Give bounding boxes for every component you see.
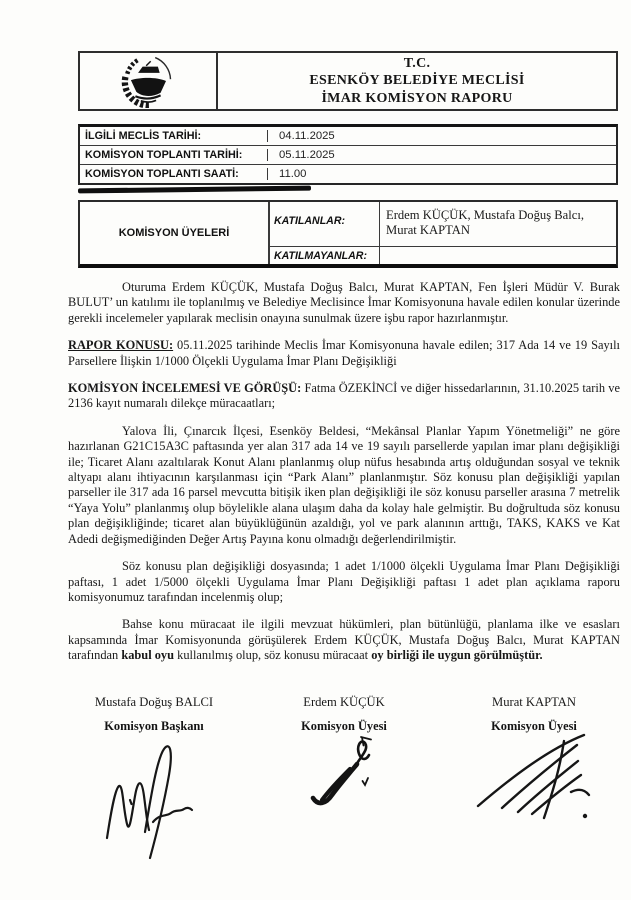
signature-names-row (68, 695, 620, 710)
meeting-info-table (78, 124, 618, 185)
table-row (80, 127, 616, 145)
signatory-role: Komisyon Başkanı (104, 718, 204, 733)
info-value: 11.00 (279, 168, 307, 180)
subject-label: RAPOR KONUSU: (68, 338, 174, 353)
subject-text: 05.11.2025 tarihinde Meclis İmar Komisyonuna havale edilen; 317 Ada 14 ve 19 Sayılı Parsellere İlişkin 1/1000 Ölçekli Uygulama İmar Planı Değişikliği (68, 338, 620, 368)
info-label: İLGİLİ MECLİS TARİHİ: (80, 130, 268, 142)
scan-artifact-line (78, 186, 311, 194)
paragraph-analysis: Yalova İli, Çınarcık İlçesi, Esenköy Beldesi, “Mekânsal Planlar Yapım Yönetmeliği” ne göre hazırlanan G21C15A3C paftasında yer alan 317 ada 14 ve 19 sayılı parsellerde yapılan imar planı değişikliği ile; Ticaret Alanı azaltılarak Konut Alanı planlanmış olup nüfus hesabında artış olduğundan sosyal ve teknik altyapı alanı ihtiyacının karşılanması için “Park Alanı” planlanmıştır. Söz konusu plan değişikliği yapılan parseller ile 317 ada 16 parsel mevcutta bitişik iken plan değişikliği ile söz konusu parseller arasına 7 metrelik “Yaya Yolu” planlanmış olup böylelikle alana ulaşım daha da kolay hale gelmiştir. Bu doğrultuda söz konusu plan değişikliğinde; ticaret alan büyüklüğünün azaldığı, yol ve park alanının arttığı, TAKS, KAKS ve Kat Adedi değişmediğinden Değer Artış Payına konu olmadığı değerlendirilmiştir. (68, 423, 620, 546)
paragraph-subject (68, 338, 620, 369)
signatory-name: Mustafa Doğuş BALCI (94, 694, 214, 709)
attendees-value: Erdem KÜÇÜK, Mustafa Doğuş Balcı, Murat KAPTAN (386, 208, 584, 237)
paragraph-decision (68, 617, 620, 663)
members-right-cells (270, 202, 616, 264)
signature-scribble-kaptan (448, 740, 620, 824)
members-title: KOMİSYON ÜYELERİ (80, 202, 270, 264)
info-value: 04.11.2025 (279, 130, 335, 142)
table-row (270, 202, 616, 247)
title-report: İMAR KOMİSYON RAPORU (321, 90, 513, 106)
municipality-emblem-icon (119, 54, 177, 108)
info-label: KOMİSYON TOPLANTI TARİHİ: (80, 149, 268, 161)
handwritten-signatures-row (68, 740, 620, 860)
signature-section (68, 695, 620, 860)
header-section (78, 51, 618, 268)
signature-scribble-kucuk (258, 740, 430, 814)
review-label: KOMİSYON İNCELEMESİ VE GÖRÜŞÜ: (68, 381, 302, 396)
signatory-role: Komisyon Üyesi (491, 718, 577, 733)
absent-label: KATILMAYANLAR: (270, 247, 380, 264)
signature-roles-row (68, 710, 620, 734)
decision-text-1: Bahse konu müracaat ile ilgili mevzuat hükümleri, plan bütünlüğü, planlama ilke ve esasları kapsamında İmar Komisyonunda görüşülerek Erdem KÜÇÜK, Mustafa Doğuş Balcı, Murat KAPTAN tarafından (68, 617, 620, 663)
signatory-role: Komisyon Üyesi (301, 718, 387, 733)
table-row (80, 145, 616, 164)
commission-members-table (78, 200, 618, 268)
title-council: ESENKÖY BELEDİYE MECLİSİ (309, 73, 525, 89)
signatory-name: Erdem KÜÇÜK (303, 694, 385, 709)
review-text: Fatma ÖZEKİNCİ ve diğer hissedarlarının, 31.10.2025 tarih ve 2136 kayıt numaralı dilekçe müracaatları; (68, 381, 620, 411)
table-row (80, 164, 616, 183)
logo-cell (80, 53, 218, 109)
decision-vote: kabul oyu (121, 648, 175, 663)
signature-scribble-balci (68, 740, 240, 860)
info-value: 05.11.2025 (279, 149, 335, 161)
report-title-block (218, 53, 616, 109)
table-row (270, 247, 616, 264)
decision-text-2: kullanılmış olup, söz konusu müracaat (174, 648, 372, 663)
decision-result: oy birliği ile uygun görülmüştür. (371, 648, 543, 663)
title-tc: T.C. (403, 55, 431, 71)
attendees-label: KATILANLAR: (270, 202, 380, 246)
report-body (68, 280, 620, 664)
paragraph-documents: Söz konusu plan değişikliği dosyasında; 1 adet 1/1000 ölçekli Uygulama İmar Planı Değişikliği paftası, 1 adet 1/5000 ölçekli Uygulama İmar Planı Değişikliği paftası 1 adet plan açıklama raporu komisyonumuz tarafından incelenmiş olup; (68, 559, 620, 604)
absent-value (380, 247, 616, 264)
paragraph-opening: Oturuma Erdem KÜÇÜK, Mustafa Doğuş Balcı, Murat KAPTAN, Fen İşleri Müdür V. Burak BULUT’ un katılımı ile toplanılmış ve Belediye Meclisince İmar Komisyonuna havale edilen konular üzerinde gerekli incelemeler yapılarak meclisin onayına sunulmak üzere işbu rapor hazırlanmıştır. (68, 280, 620, 325)
info-label: KOMİSYON TOPLANTI SAATİ: (80, 168, 268, 180)
report-header-table (78, 51, 618, 111)
paragraph-review (68, 381, 620, 412)
signatory-name: Murat KAPTAN (492, 694, 576, 709)
